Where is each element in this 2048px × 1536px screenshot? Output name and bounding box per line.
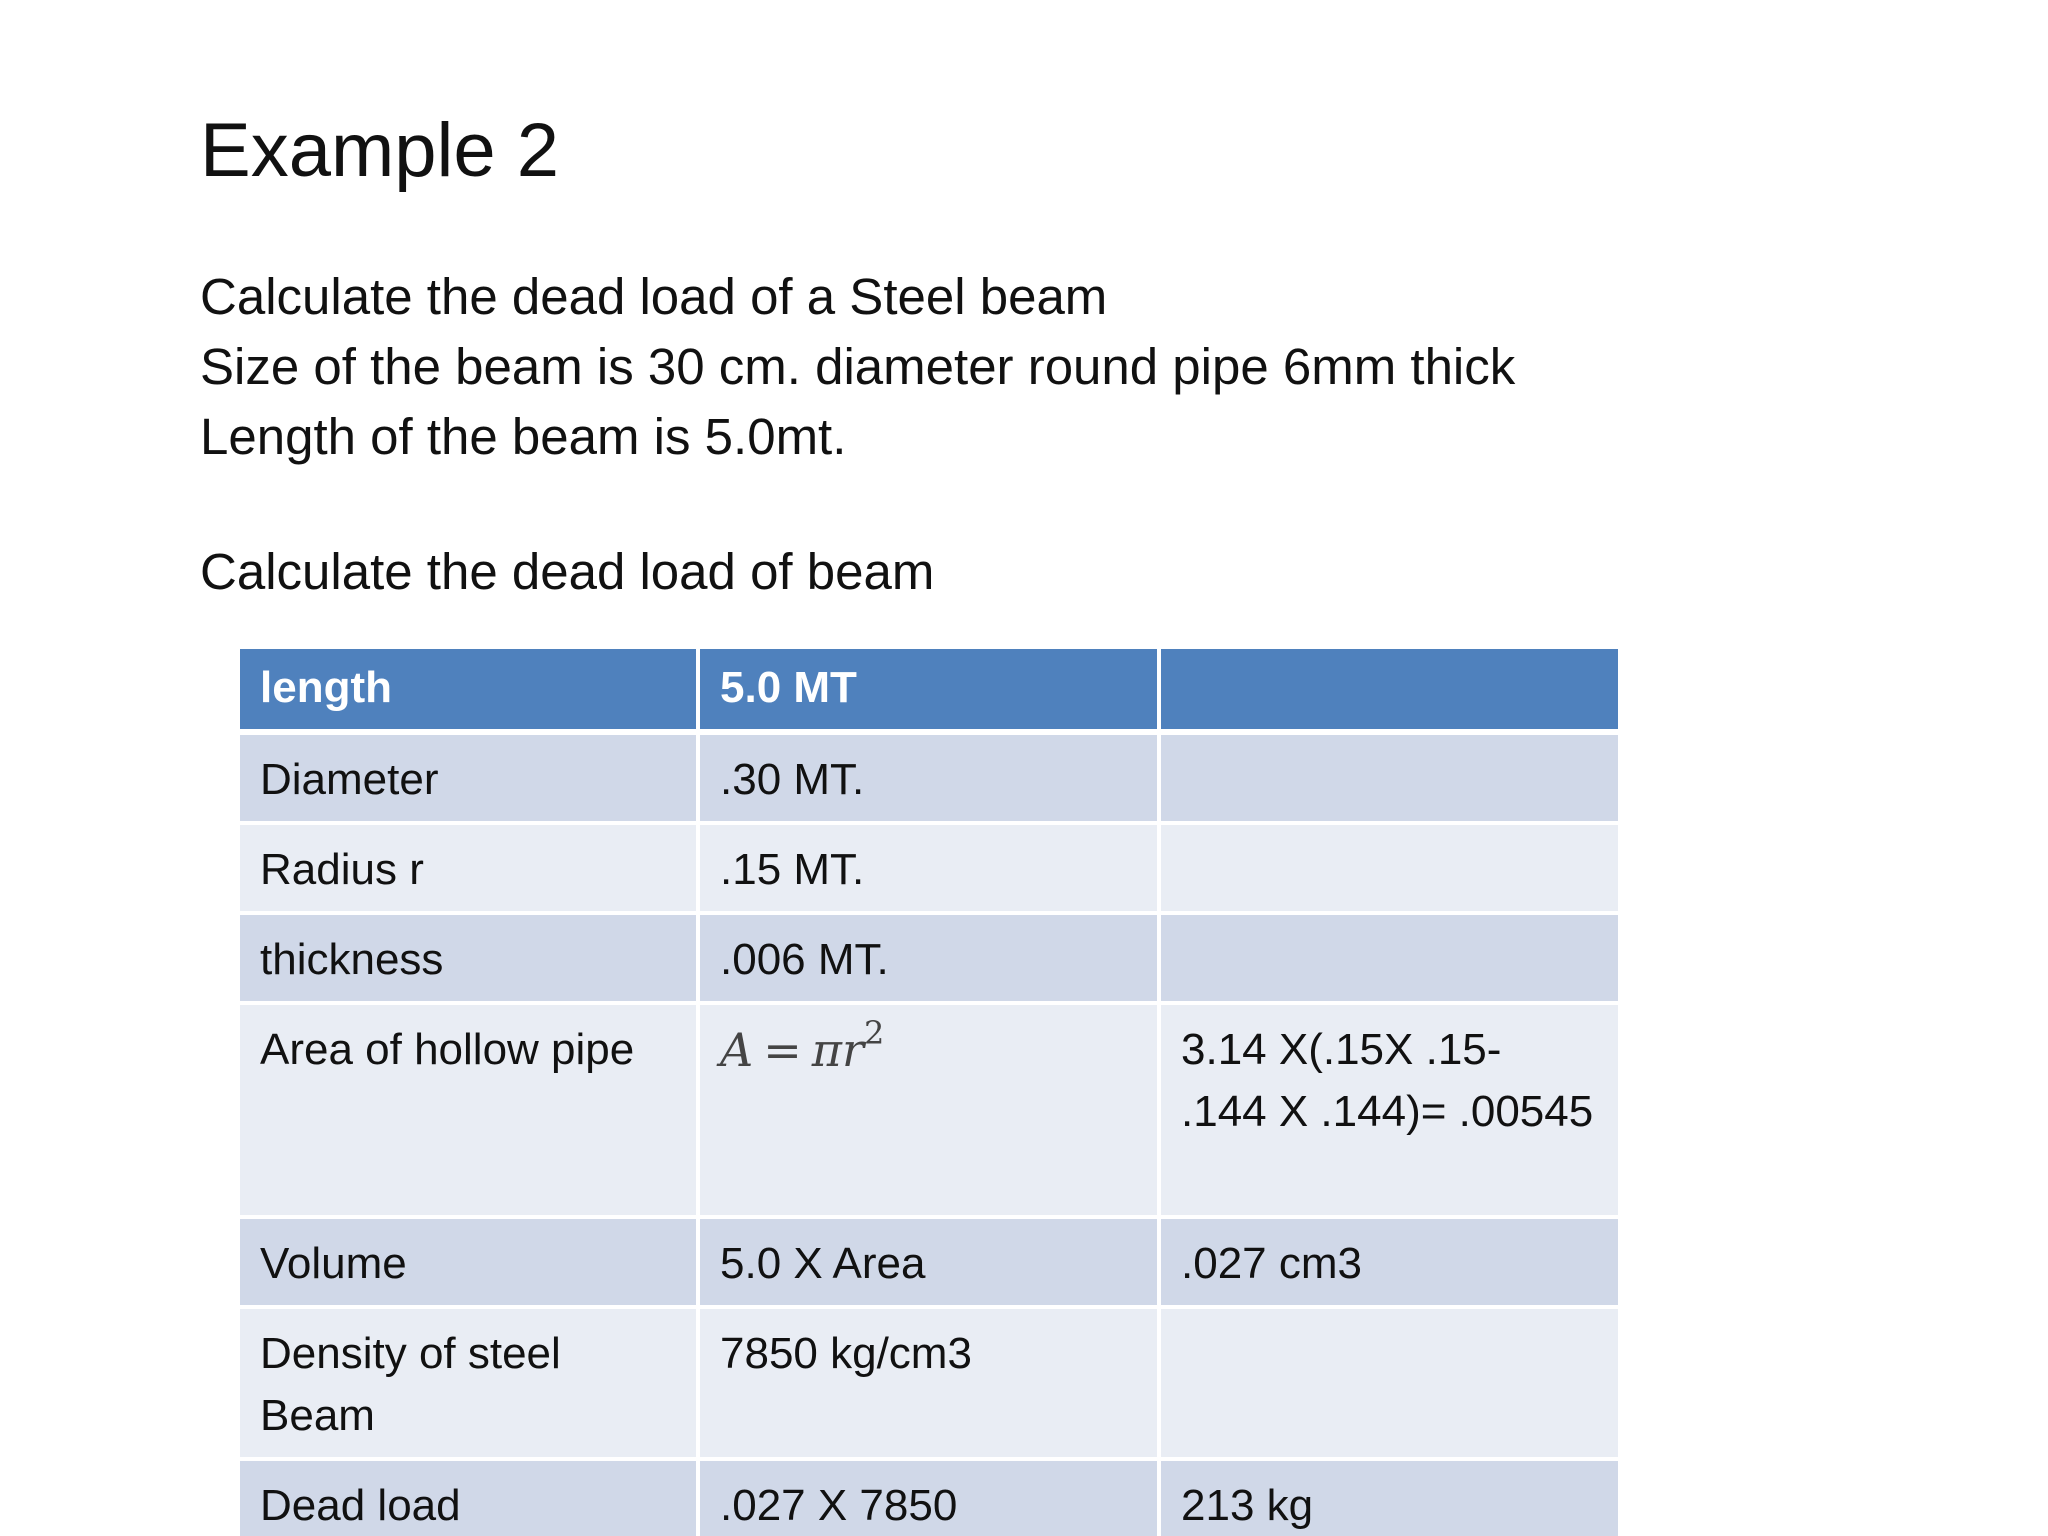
formula-lhs: A — [720, 1023, 754, 1077]
cell-label: Volume — [238, 1217, 698, 1307]
cell-label: Dead load — [238, 1459, 698, 1536]
table-row-dead-load — [238, 1459, 1620, 1536]
cell-value: 7850 kg/cm3 — [698, 1307, 1159, 1459]
problem-line-2: Size of the beam is 30 cm. diameter round pipe 6mm thick — [200, 338, 1516, 395]
cell-result: 213 kg — [1159, 1459, 1620, 1536]
task-subtitle: Calculate the dead load of beam — [200, 543, 935, 600]
table-row-volume — [238, 1217, 1620, 1307]
calculation-table — [236, 645, 1622, 1536]
cell-value: 5.0 X Area — [698, 1217, 1159, 1307]
table-row-diameter — [238, 732, 1620, 823]
header-cell-empty — [1159, 647, 1620, 732]
problem-line-1: Calculate the dead load of a Steel beam — [200, 268, 1108, 325]
cell-label: Radius r — [238, 823, 698, 913]
table-row-density — [238, 1307, 1620, 1459]
area-formula — [720, 1014, 885, 1077]
cell-result — [1159, 1307, 1620, 1459]
cell-value: .30 MT. — [698, 732, 1159, 823]
cell-result: .027 cm3 — [1159, 1217, 1620, 1307]
formula-rhs: πr — [811, 1023, 865, 1077]
problem-line-3: Length of the beam is 5.0mt. — [200, 408, 847, 465]
slide-title: Example 2 — [200, 108, 560, 193]
cell-label: Density of steel Beam — [238, 1307, 698, 1459]
cell-result — [1159, 732, 1620, 823]
table-row-thickness — [238, 913, 1620, 1003]
cell-value: .027 X 7850 — [698, 1459, 1159, 1536]
header-cell-length-value: 5.0 MT — [698, 647, 1159, 732]
cell-label: Area of hollow pipe — [238, 1003, 698, 1217]
table-row-radius — [238, 823, 1620, 913]
table-row-area — [238, 1003, 1620, 1217]
cell-value: .15 MT. — [698, 823, 1159, 913]
header-cell-length: length — [238, 647, 698, 732]
cell-formula — [698, 1003, 1159, 1217]
cell-label: thickness — [238, 913, 698, 1003]
cell-result — [1159, 913, 1620, 1003]
cell-result — [1159, 823, 1620, 913]
formula-equals: = — [763, 1023, 802, 1077]
problem-statement — [200, 262, 1515, 472]
cell-result: 3.14 X(.15X .15- .144 X .144)= .00545 — [1159, 1003, 1620, 1217]
cell-value: .006 MT. — [698, 913, 1159, 1003]
cell-label: Diameter — [238, 732, 698, 823]
table-header-row — [238, 647, 1620, 732]
formula-exponent: 2 — [864, 1014, 885, 1052]
